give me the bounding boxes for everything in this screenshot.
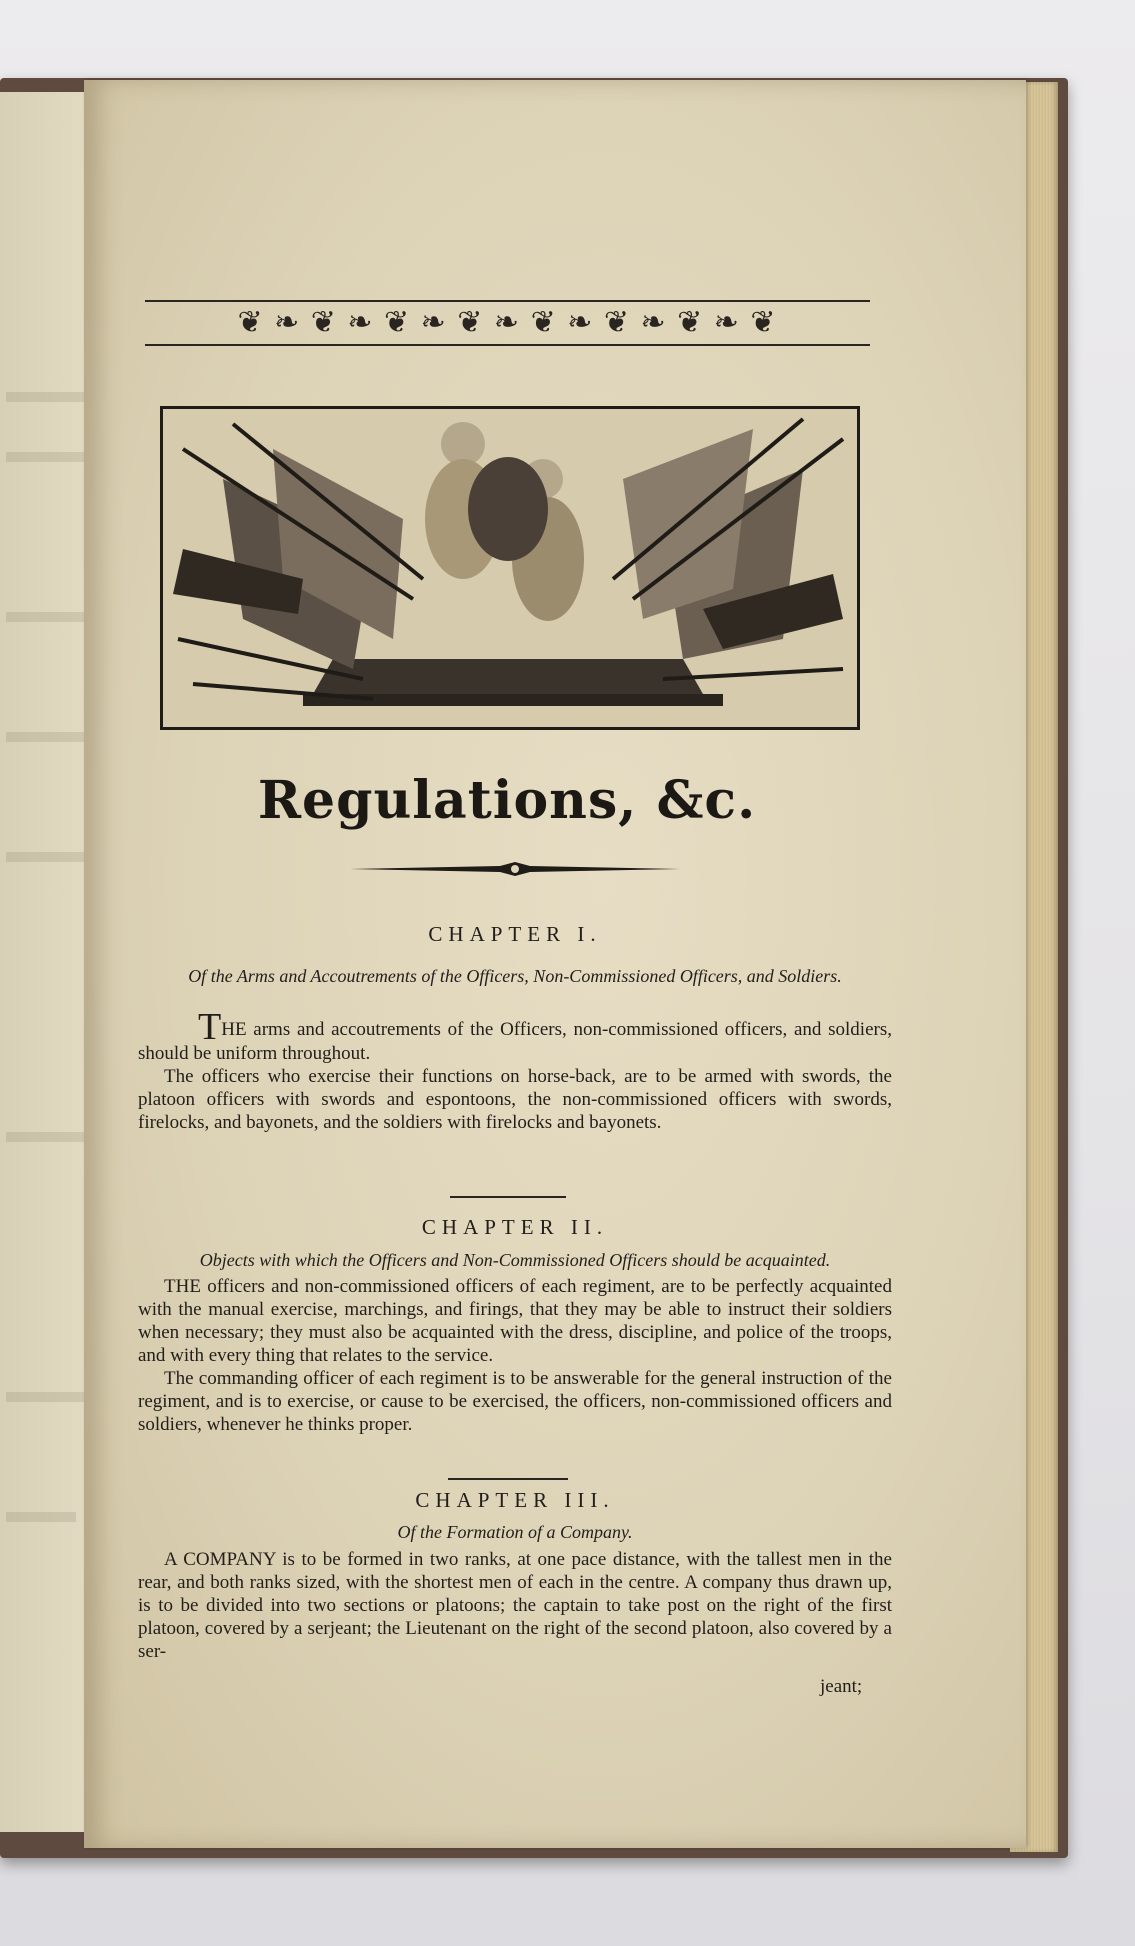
chapter-1-heading: CHAPTER I. [428,922,602,946]
page-title: Regulations, &c. [257,770,757,831]
engraving-illustration [160,406,860,730]
chapter-divider [450,1196,566,1198]
catchword: jeant; [820,1676,863,1697]
drop-cap: T [198,1006,222,1048]
paragraph: THE officers and non-commissioned officers of each regiment, are to be perfectly acquainted with the manual exercise, marchings, and firings, that they may be able to instruct their soldiers when necessary; they must also be acquainted with the dress, discipline, and police of the troops, and with every thing that relates to the service. [138,1276,892,1366]
paragraph: HE arms and accoutrements of the Officers, non-commissioned officers, and soldiers, should be uniform throughout. [138,1019,892,1064]
floral-ornament-band: ❦ ❧ ❦ ❧ ❦ ❧ ❦ ❧ ❦ ❧ ❦ ❧ ❦ ❧ ❦ [145,300,870,346]
chapter-1-body [138,1006,892,1134]
chapter-3-subtitle: Of the Formation of a Company. [397,1522,633,1542]
paragraph: A COMPANY is to be formed in two ranks, at one pace distance, with the tallest men in the rear, and both ranks sized, with the shortest men of each in the centre. A company thus drawn up, is to be divided into two sections or platoons; the captain to take post on the right of the first platoon, covered by a serjeant; the Lieutenant on the right of the second platoon, also covered by a ser- [138,1549,892,1662]
chapter-divider [448,1478,568,1480]
trophy-of-arms-image [163,409,857,727]
paragraph: The commanding officer of each regiment is to be answerable for the general instruction of the regiment, and is to exercise, or cause to be exercised, the officers, non-commissioned officers and soldiers, whenever he thinks proper. [138,1368,892,1435]
chapter-2-subtitle: Objects with which the Officers and Non-Commissioned Officers should be acquainted. [199,1250,831,1270]
title-ornament-rule [350,862,680,876]
paragraph: The officers who exercise their functions on horse-back, are to be armed with swords, the platoon officers with swords and espontoons, the non-commissioned officers with swords, firelocks, and bayonets, and the soldiers with firelocks and bayonets. [138,1066,892,1133]
chapter-3-body [138,1548,892,1663]
chapter-2-heading: CHAPTER II. [421,1215,609,1239]
chapter-3-heading: CHAPTER III. [415,1488,615,1512]
chapter-1-subtitle: Of the Arms and Accoutrements of the Officers, Non-Commissioned Officers, and Soldiers. [188,966,842,986]
chapter-2-body [138,1275,892,1436]
